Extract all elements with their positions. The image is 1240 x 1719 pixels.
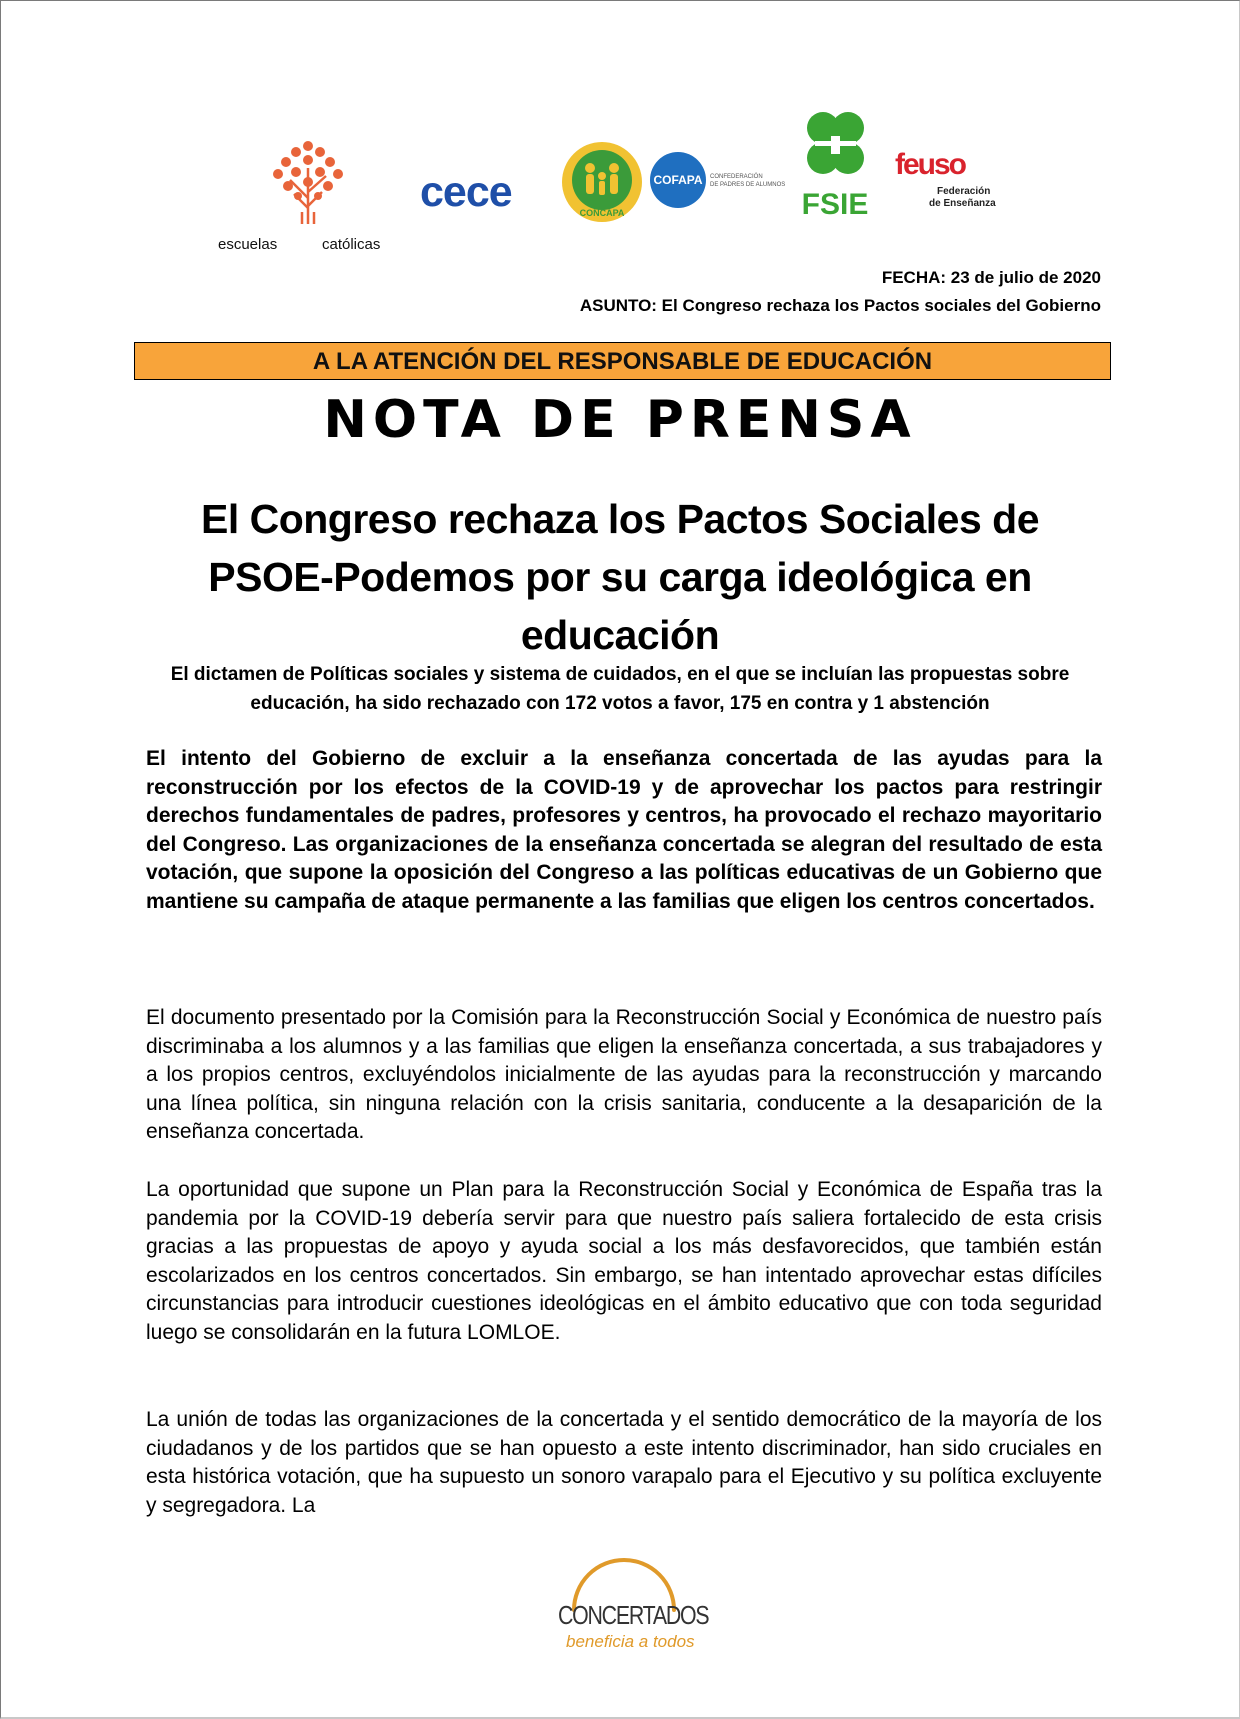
concapa-text: CONCAPA (579, 208, 625, 218)
concapa-emblem-icon (560, 140, 644, 224)
feuso-text: feuso (895, 148, 966, 181)
subject-line: ASUNTO: El Congreso rechaza los Pactos sociales del Gobierno (579, 296, 1101, 315)
headline: El Congreso rechaza los Pactos Sociales de PSOE-Podemos por su carga ideológica en educación (200, 496, 1040, 658)
attention-banner: A LA ATENCIÓN DEL RESPONSABLE DE EDUCACIÓN (134, 342, 1111, 380)
feuso-emblem-icon (893, 144, 1008, 219)
cofapa-logo (648, 150, 808, 210)
header-meta (580, 264, 1101, 320)
lead-paragraph: El intento del Gobierno de excluir a la enseñanza concertada de las ayudas para la reconstrucción por los efectos de la COVID-19 y de aprovechar los pactos para restringir derechos fundamentales de padres, profesores y centros, ha provocado el rechazo mayoritario del Congreso. Las organizaciones de la enseñanza concertada se alegran del resultado de esta votación, que supone la oposición del Congreso a las políticas educativas de un Gobierno que mantiene su campaña de ataque permanente a las familias que eligen los centros concertados. (146, 747, 1102, 913)
cofapa-text: COFAPA (653, 173, 703, 187)
feuso-subtitle-2: de Enseñanza (929, 198, 996, 209)
concertados-logo (554, 1550, 709, 1680)
press-release-title: NOTA DE PRENSA (323, 390, 917, 450)
fsie-text: FSIE (801, 188, 869, 221)
body-paragraph: La unión de todas las organizaciones de la concertada y el sentido democrático de la mayoría de los ciudadanos y de los partidos que se han opuesto a este intento discriminador, han sido cruciales en esta histórica votación, que ha supuesto un sonoro varapalo para el Ejecutivo y su política excluyente y segregadora. La (146, 1408, 1102, 1517)
concapa-logo (560, 140, 644, 224)
logo-row (0, 100, 1240, 253)
cofapa-subtitle-2: DE PADRES DE ALUMNOS (710, 182, 786, 188)
tree-icon (218, 128, 398, 228)
clover-icon (793, 106, 878, 222)
date-line: FECHA: 23 de julio de 2020 (881, 268, 1101, 287)
feuso-subtitle-1: Federación (937, 186, 991, 197)
cofapa-emblem-icon (648, 150, 808, 210)
body-paragraph: La oportunidad que supone un Plan para la Reconstrucción Social y Económica de España tras la pandemia por la COVID-19 debería servir para que nuestro país saliera fortalecido de esta crisis gracias a las propuestas de apoyo y ayuda social a los más desfavorecidos, que también están escolarizados en los centros concertados. Sin embargo, se han intentado aprovechar estas difíciles circunstancias para introducir cuestiones ideológicas en el ámbito educativo que con toda seguridad luego se consolidarán en la futura LOMLOE. (146, 1178, 1102, 1344)
subheadline: El dictamen de Políticas sociales y sistema de cuidados, en el que se incluían las propuestas sobre educación, ha sido rechazado con 172 votos a favor, 175 en contra y 1 abstención (170, 664, 1070, 714)
feuso-logo (893, 144, 1008, 219)
logo-text-escuelas: escuelas (218, 236, 278, 253)
cece-logo: cece (420, 168, 512, 216)
cofapa-subtitle-1: CONFEDERACIÓN (710, 174, 763, 180)
body-paragraph: El documento presentado por la Comisión para la Reconstrucción Social y Económica de nuestro país discriminaba a los alumnos y a las familias que eligen la enseñanza concertada, a sus trabajadores y a los propios centros, excluyéndolos inicialmente de las ayudas para la reconstrucción y marcando una línea política, sin ninguna relación con la crisis sanitaria, conducente a la desaparición de la enseñanza concertada. (146, 1006, 1102, 1143)
fsie-logo (793, 106, 878, 222)
footer-logo-title: CONCERTADOS (558, 1600, 709, 1630)
escuelas-catolicas-logo (218, 140, 398, 253)
footer-logo-subtitle: beneficia a todos (566, 1632, 695, 1651)
logo-text-catolicas: católicas (322, 236, 381, 253)
